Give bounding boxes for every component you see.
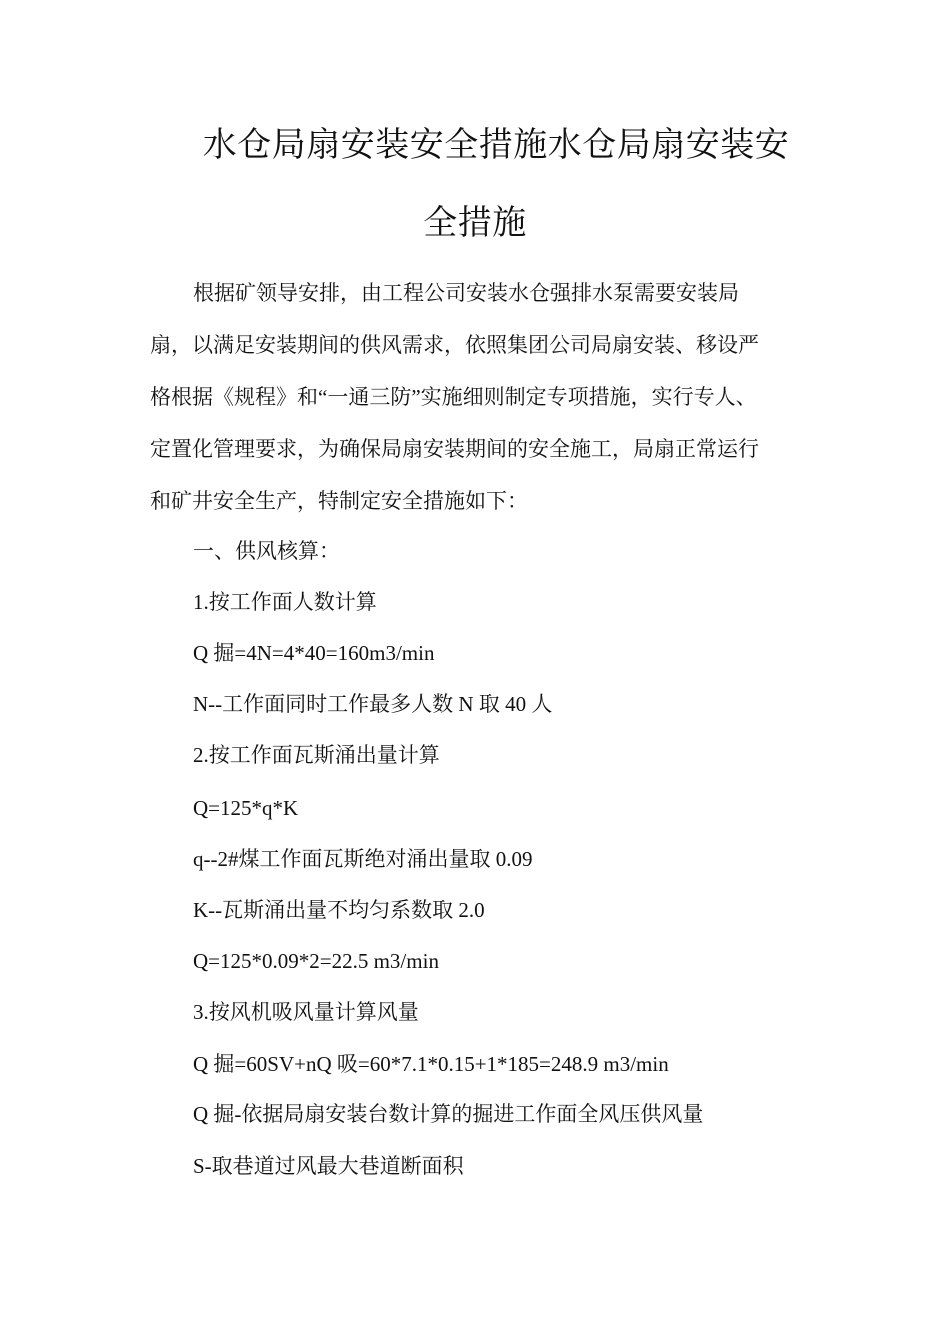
body-line: N--工作面同时工作最多人数 N 取 40 人 [193, 692, 553, 716]
body-line: 1.按工作面人数计算 [193, 590, 377, 614]
intro-paragraph [150, 280, 804, 540]
body-line: Q 掘-依据局扇安装台数计算的掘进工作面全风压供风量 [193, 1102, 704, 1126]
document-title-line-2: 全措施 [423, 205, 527, 242]
formula-line: Q=125*0.09*2=22.5 m3/min [193, 949, 439, 973]
formula-line: Q 掘=4N=4*40=160m3/min [193, 641, 435, 665]
intro-line: 根据矿领导安排，由工程公司安装水仓强排水泵需要安装局 [193, 281, 739, 305]
body-line: K--瓦斯涌出量不均匀系数取 2.0 [193, 898, 485, 922]
section-heading: 一、供风核算： [193, 539, 340, 563]
formula-line: Q=125*q*K [193, 796, 299, 820]
document-title-line-1: 水仓局扇安装安全措施水仓局扇安装安 [202, 127, 790, 164]
intro-line: 和矿井安全生产，特制定安全措施如下： [150, 489, 528, 513]
intro-line: 扇，以满足安装期间的供风需求，依照集团公司局扇安装、移设严 [150, 333, 759, 357]
body-line: q--2#煤工作面瓦斯绝对涌出量取 0.09 [193, 847, 533, 871]
body-line: 3.按风机吸风量计算风量 [193, 1000, 419, 1024]
intro-line: 格根据《规程》和“一通三防”实施细则制定专项措施，实行专人、 [150, 385, 757, 409]
body-line: S-取巷道过风最大巷道断面积 [193, 1154, 464, 1178]
body-line: 2.按工作面瓦斯涌出量计算 [193, 743, 440, 767]
formula-line: Q 掘=60SV+nQ 吸=60*7.1*0.15+1*185=248.9 m3/min [193, 1052, 669, 1076]
intro-line: 定置化管理要求，为确保局扇安装期间的安全施工，局扇正常运行 [150, 437, 759, 461]
